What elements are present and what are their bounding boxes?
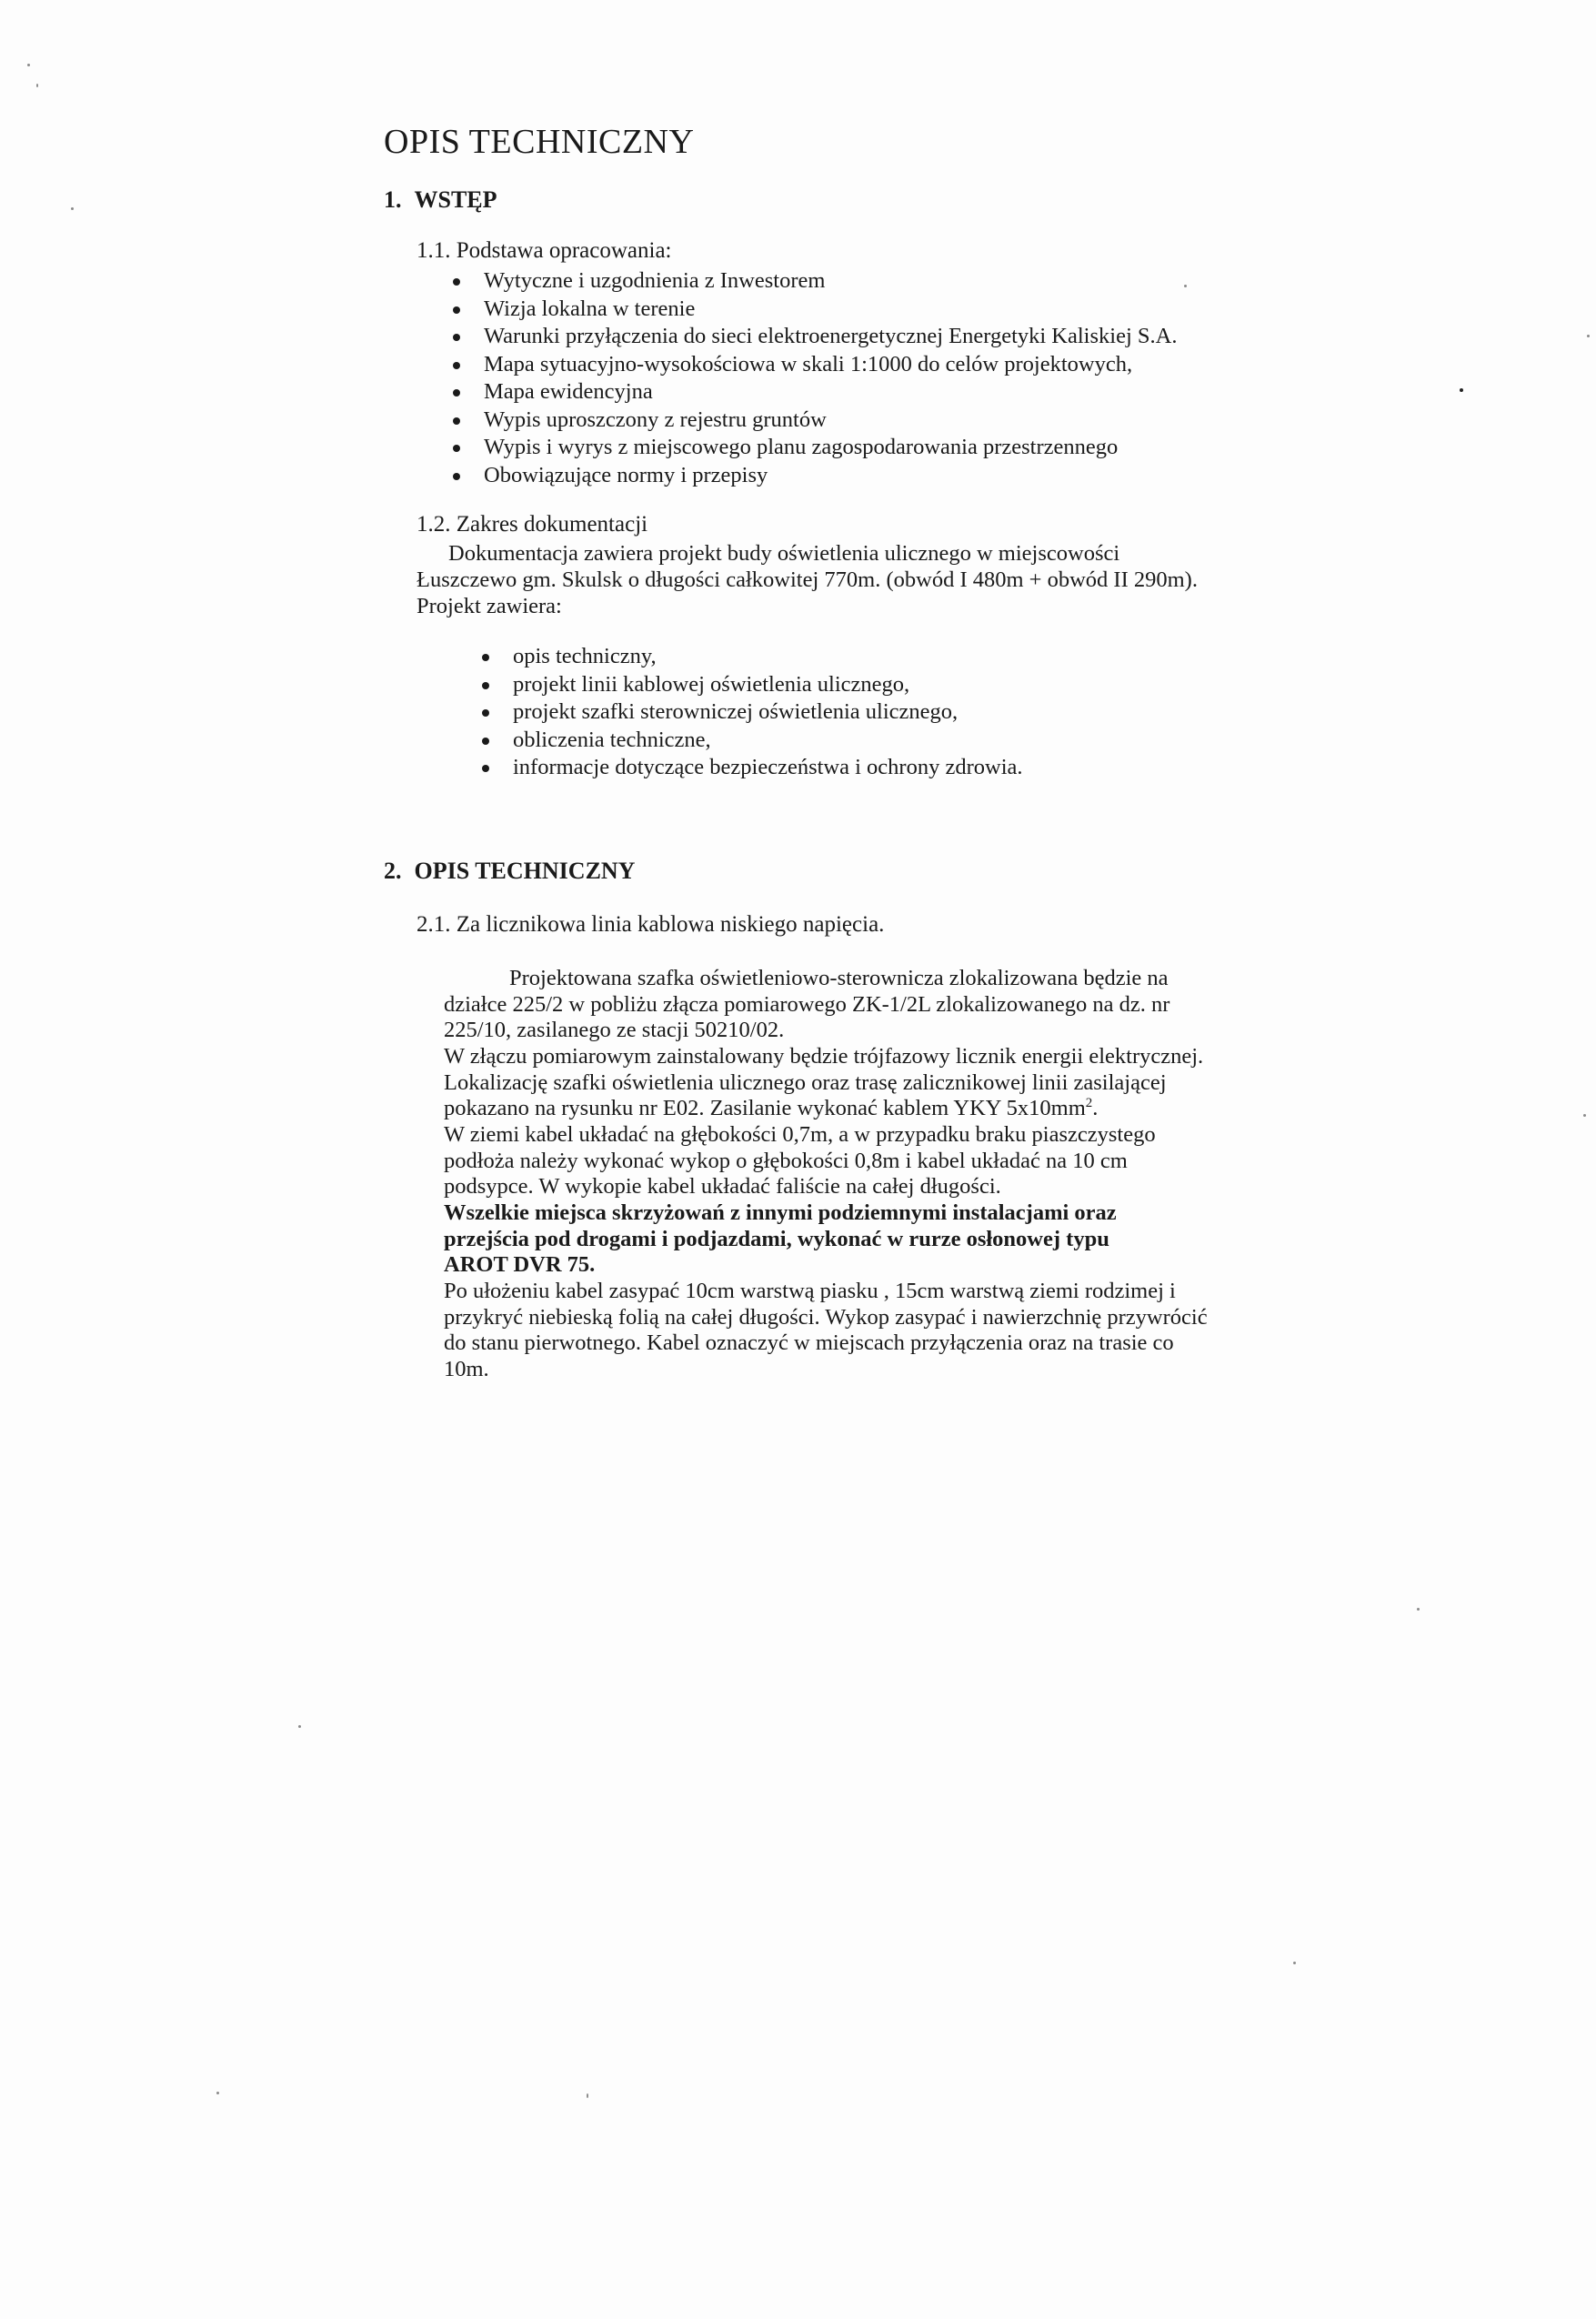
cable-spec-text: pokazano na rysunku nr E02. Zasilanie wykonać kablem YKY 5x10mm [444,1096,1086,1120]
list-item: Obowiązujące normy i przepisy [446,462,1177,490]
list-item: projekt szafki sterowniczej oświetlenia ulicznego, [475,698,1023,727]
scan-speck [216,2092,219,2094]
scope-line: Projekt zawiera: [417,594,562,618]
list-item: Wytyczne i uzgodnienia z Inwestorem [446,267,1177,296]
description-line: podłoża należy wykonać wykop o głębokości 0,8m i kabel układać na 10 cm [444,1149,1128,1173]
description-line: przykryć niebieską folią na całej długości. Wykop zasypać i nawierzchnię przywrócić [444,1305,1208,1330]
scan-speck [298,1725,301,1728]
description-line-bold: przejścia pod drogami i podjazdami, wykonać w rurze osłonowej typu [444,1227,1109,1251]
description-line: Projektowana szafka oświetleniowo-sterownicza zlokalizowana będzie na [509,966,1169,990]
scope-line: Dokumentacja zawiera projekt budy oświetlenia ulicznego w miejscowości [448,541,1120,566]
scan-speck [1587,335,1590,337]
description-line [444,1095,1098,1121]
basis-list [446,267,1177,489]
description-line-bold: Wszelkie miejsca skrzyżowań z innymi podziemnymi instalacjami oraz [444,1200,1117,1225]
description-line: 10m. [444,1357,489,1381]
scan-speck [587,2093,588,2098]
scan-speck [1460,388,1463,392]
list-item: obliczenia techniczne, [475,727,1023,755]
superscript: 2 [1085,1096,1093,1110]
contents-list [475,643,1023,782]
scan-speck [1293,1962,1296,1964]
scope-line: Łuszczewo gm. Skulsk o długości całkowitej 770m. (obwód I 480m + obwód II 290m). [417,567,1198,592]
section-2-heading [384,858,635,885]
scan-speck [27,64,30,66]
description-line-bold: AROT DVR 75. [444,1252,596,1277]
list-item: informacje dotyczące bezpieczeństwa i ochrony zdrowia. [475,754,1023,782]
section-1-title: WSTĘP [414,186,497,213]
list-item: projekt linii kablowej oświetlenia ulicznego, [475,671,1023,699]
list-item: Mapa sytuacyjno-wysokościowa w skali 1:1000 do celów projektowych, [446,351,1177,379]
description-line: 225/10, zasilanego ze stacji 50210/02. [444,1018,785,1042]
section-1-heading [384,186,497,214]
subsection-1-1-label: 1.1. Podstawa opracowania: [417,238,672,263]
superscript-suffix: . [1092,1096,1099,1120]
scan-speck [1417,1608,1420,1611]
list-item: Mapa ewidencyjna [446,378,1177,407]
description-line: Lokalizację szafki oświetlenia ulicznego oraz trasę zalicznikowej linii zasilającej [444,1070,1167,1095]
description-line: podsypce. W wykopie kabel układać faliście na całej długości. [444,1174,1001,1199]
list-item: opis techniczny, [475,643,1023,671]
scan-speck [1583,1114,1586,1117]
section-2-title: OPIS TECHNICZNY [414,858,636,884]
scan-speck [1184,285,1187,287]
description-line: do stanu pierwotnego. Kabel oznaczyć w miejscach przyłączenia oraz na trasie co [444,1330,1174,1355]
scan-speck [71,207,74,210]
subsection-2-1-label: 2.1. Za licznikowa linia kablowa niskiego napięcia. [417,912,885,937]
list-item: Warunki przyłączenia do sieci elektroenergetycznej Energetyki Kaliskiej S.A. [446,323,1177,351]
section-1-number: 1. [384,186,402,213]
subsection-1-2-label: 1.2. Zakres dokumentacji [417,512,648,537]
description-line: działce 225/2 w pobliżu złącza pomiarowego ZK-1/2L zlokalizowanego na dz. nr [444,992,1170,1017]
section-2-number: 2. [384,858,402,884]
description-line: W złączu pomiarowym zainstalowany będzie trójfazowy licznik energii elektrycznej. [444,1044,1204,1069]
list-item: Wypis i wyrys z miejscowego planu zagospodarowania przestrzennego [446,434,1177,462]
list-item: Wypis uproszczony z rejestru gruntów [446,407,1177,435]
list-item: Wizja lokalna w terenie [446,296,1177,324]
scan-speck [36,84,38,87]
description-line: W ziemi kabel układać na głębokości 0,7m, a w przypadku braku piaszczystego [444,1122,1156,1147]
description-line: Po ułożeniu kabel zasypać 10cm warstwą piasku , 15cm warstwą ziemi rodzimej i [444,1279,1176,1303]
document-title: OPIS TECHNICZNY [384,123,695,161]
